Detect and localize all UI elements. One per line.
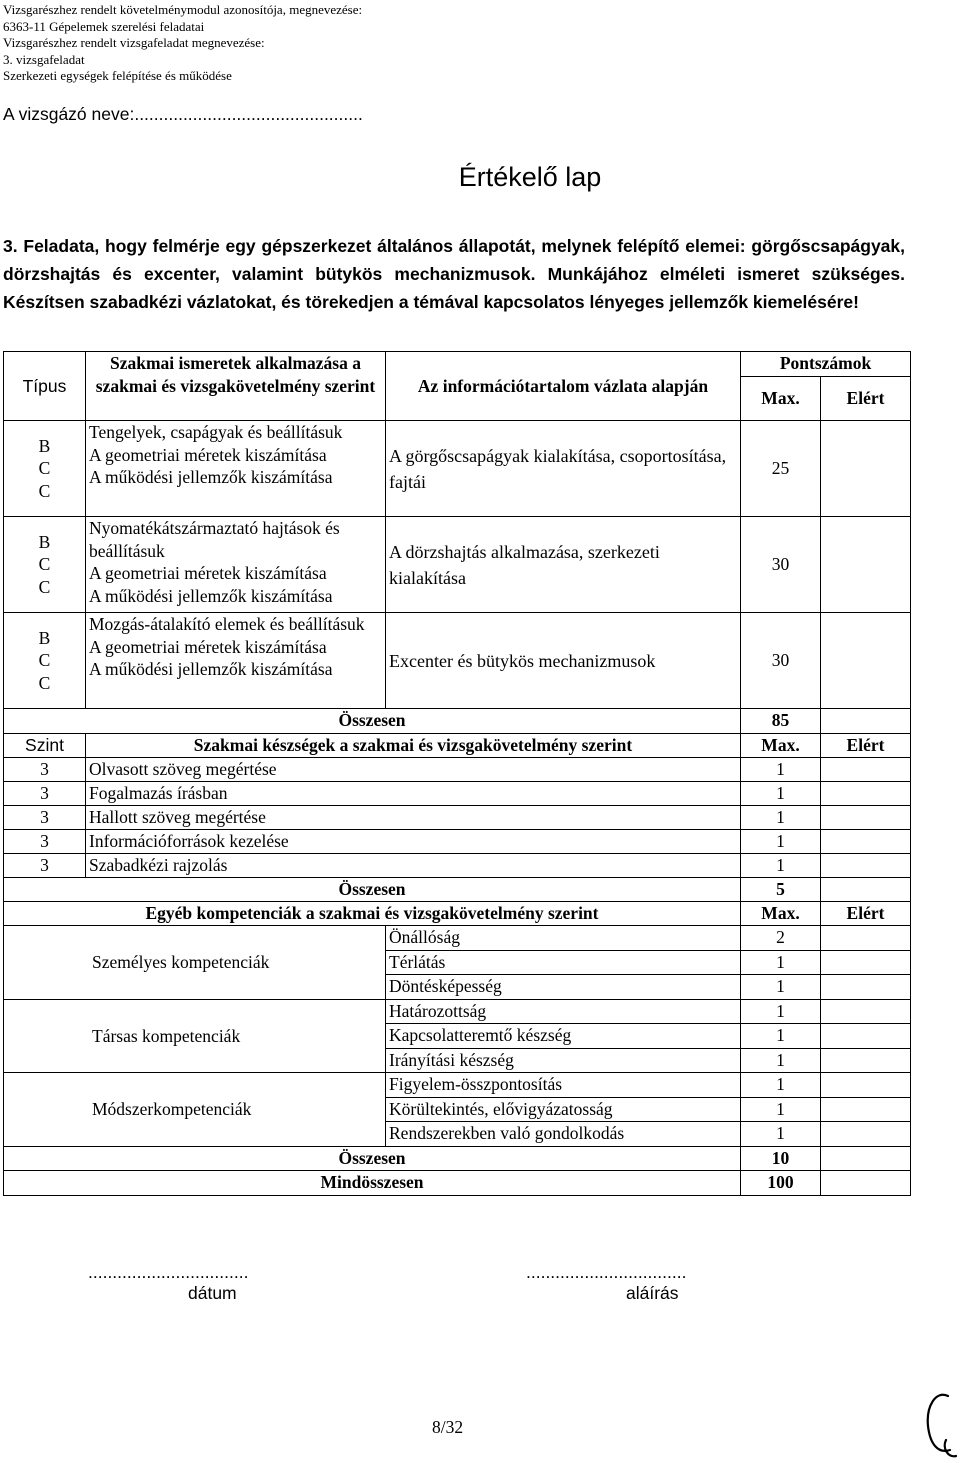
achieved-points[interactable]: [821, 421, 911, 517]
skill-achieved[interactable]: [821, 758, 911, 782]
skill-name: Hallott szöveg megértése: [86, 806, 741, 830]
competence-max: 2: [741, 926, 821, 951]
sum-label: Összesen: [4, 709, 741, 734]
competence-max: 1: [741, 1000, 821, 1024]
achieved-header: Elért: [821, 734, 911, 758]
skill-max: 1: [741, 782, 821, 806]
knowledge-items: Nyomatékátszármaztató hajtások és beállításuk A geometriai méretek kiszámítása A működési jellemzők kiszámítása: [86, 517, 386, 613]
achieved-points[interactable]: [821, 613, 911, 709]
competence-max: 1: [741, 951, 821, 975]
knowledge-header: Szakmai ismeretek alkalmazása a szakmai és vizsgakövetelmény szerint: [86, 352, 386, 421]
skill-name: Olvasott szöveg megértése: [86, 758, 741, 782]
date-label: dátum: [188, 1283, 237, 1303]
page-title: Értékelő lap: [458, 162, 602, 192]
competence-name: Figyelem-összpontosítás: [386, 1073, 741, 1098]
skill-level: 3: [4, 758, 86, 782]
competence-achieved[interactable]: [821, 1073, 911, 1098]
type-codes: B C C: [4, 421, 86, 517]
competence-achieved[interactable]: [821, 1024, 911, 1049]
task-description: 3. Feladata, hogy felmérje egy gépszerkezet általános állapotát, melynek felépítő elemei: görgőscsapágyak, dörzshajtás és excenter, valamint bütykös mechanizmusok. Munkájához elméleti ismeret szükséges. Készítsen szabadkézi vázlatokat, és törekedjen a témával kapcsolatos lényeges jellemzők kiemelésére!: [3, 236, 905, 312]
max-header: Max.: [741, 734, 821, 758]
grand-total-label: Mindösszesen: [4, 1171, 741, 1196]
competence-group: Módszerkompetenciák: [4, 1073, 386, 1147]
skill-achieved[interactable]: [821, 806, 911, 830]
signature-mark: [918, 1388, 958, 1460]
page-number: 8/32: [432, 1417, 464, 1437]
header-line: 6363-11 Gépelemek szerelési feladatai: [3, 18, 205, 34]
info-outline: Excenter és bütykös mechanizmusok: [386, 613, 741, 709]
competence-achieved[interactable]: [821, 951, 911, 975]
achieved-header: Elért: [821, 902, 911, 926]
sum-achieved[interactable]: [821, 1147, 911, 1171]
skill-name: Szabadkézi rajzolás: [86, 854, 741, 878]
competence-name: Rendszerekben való gondolkodás: [386, 1122, 741, 1147]
achieved-header: Elért: [821, 377, 911, 421]
signature-dots: .................................: [526, 1262, 687, 1282]
competence-max: 1: [741, 1049, 821, 1073]
other-competencies-header: Egyéb kompetenciák a szakmai és vizsgakövetelmény szerint: [4, 902, 741, 926]
competence-max: 1: [741, 1098, 821, 1122]
info-outline: A görgőscsapágyak kialakítása, csoportosítása, fajtái: [386, 421, 741, 517]
header-line: Vizsgarészhez rendelt követelménymodul azonosítója, megnevezése:: [3, 2, 363, 17]
competence-max: 1: [741, 1024, 821, 1049]
candidate-name-line: A vizsgázó neve:...............................................: [3, 104, 363, 124]
competence-name: Határozottság: [386, 1000, 741, 1024]
competence-max: 1: [741, 1073, 821, 1098]
skill-level: 3: [4, 782, 86, 806]
sum-label: Összesen: [4, 878, 741, 902]
header-line: Vizsgarészhez rendelt vizsgafeladat megnevezése:: [3, 35, 265, 50]
achieved-points[interactable]: [821, 517, 911, 613]
skill-level: 3: [4, 830, 86, 854]
competence-achieved[interactable]: [821, 1098, 911, 1122]
competence-name: Önállóság: [386, 926, 741, 951]
signature-label: aláírás: [626, 1283, 679, 1303]
skill-max: 1: [741, 806, 821, 830]
competence-name: Irányítási készség: [386, 1049, 741, 1073]
competence-achieved[interactable]: [821, 975, 911, 1000]
level-header: Szint: [4, 734, 86, 758]
skill-name: Fogalmazás írásban: [86, 782, 741, 806]
knowledge-items: Mozgás-átalakító elemek és beállításuk A geometriai méretek kiszámítása A működési jellemzők kiszámítása: [86, 613, 386, 709]
competence-name: Kapcsolatteremtő készség: [386, 1024, 741, 1049]
info-header: Az információtartalom vázlata alapján: [386, 352, 741, 421]
max-points: 30: [741, 613, 821, 709]
evaluation-table: [3, 351, 911, 1196]
skill-max: 1: [741, 854, 821, 878]
competence-achieved[interactable]: [821, 1122, 911, 1147]
skill-achieved[interactable]: [821, 854, 911, 878]
points-header: Pontszámok: [741, 352, 911, 377]
type-codes: B C C: [4, 613, 86, 709]
grand-total-achieved[interactable]: [821, 1171, 911, 1196]
type-codes: B C C: [4, 517, 86, 613]
info-outline: A dörzshajtás alkalmazása, szerkezeti kialakítása: [386, 517, 741, 613]
type-header: Típus: [4, 352, 86, 421]
sum-max: 5: [741, 878, 821, 902]
sum-achieved[interactable]: [821, 878, 911, 902]
max-points: 30: [741, 517, 821, 613]
sum-max: 10: [741, 1147, 821, 1171]
competence-max: 1: [741, 1122, 821, 1147]
skill-level: 3: [4, 806, 86, 830]
competence-max: 1: [741, 975, 821, 1000]
skill-name: Információforrások kezelése: [86, 830, 741, 854]
sum-max: 85: [741, 709, 821, 734]
skill-max: 1: [741, 758, 821, 782]
competence-achieved[interactable]: [821, 1000, 911, 1024]
sum-achieved[interactable]: [821, 709, 911, 734]
competence-group: Személyes kompetenciák: [4, 926, 386, 1000]
skill-max: 1: [741, 830, 821, 854]
competence-achieved[interactable]: [821, 926, 911, 951]
max-points: 25: [741, 421, 821, 517]
max-header: Max.: [741, 902, 821, 926]
date-dots: .................................: [88, 1262, 249, 1282]
max-header: Max.: [741, 377, 821, 421]
skills-header: Szakmai készségek a szakmai és vizsgakövetelmény szerint: [86, 734, 741, 758]
header-line: Szerkezeti egységek felépítése és működése: [3, 68, 232, 83]
skill-achieved[interactable]: [821, 830, 911, 854]
skill-achieved[interactable]: [821, 782, 911, 806]
sum-label: Összesen: [4, 1147, 741, 1171]
competence-achieved[interactable]: [821, 1049, 911, 1073]
competence-name: Körültekintés, elővigyázatosság: [386, 1098, 741, 1122]
knowledge-items: Tengelyek, csapágyak és beállításuk A geometriai méretek kiszámítása A működési jellemzők kiszámítása: [86, 421, 386, 517]
competence-group: Társas kompetenciák: [4, 1000, 386, 1073]
document-header: [3, 2, 362, 85]
competence-name: Döntésképesség: [386, 975, 741, 1000]
header-line: 3. vizsgafeladat: [3, 51, 85, 67]
competence-name: Térlátás: [386, 951, 741, 975]
skill-level: 3: [4, 854, 86, 878]
grand-total-max: 100: [741, 1171, 821, 1196]
